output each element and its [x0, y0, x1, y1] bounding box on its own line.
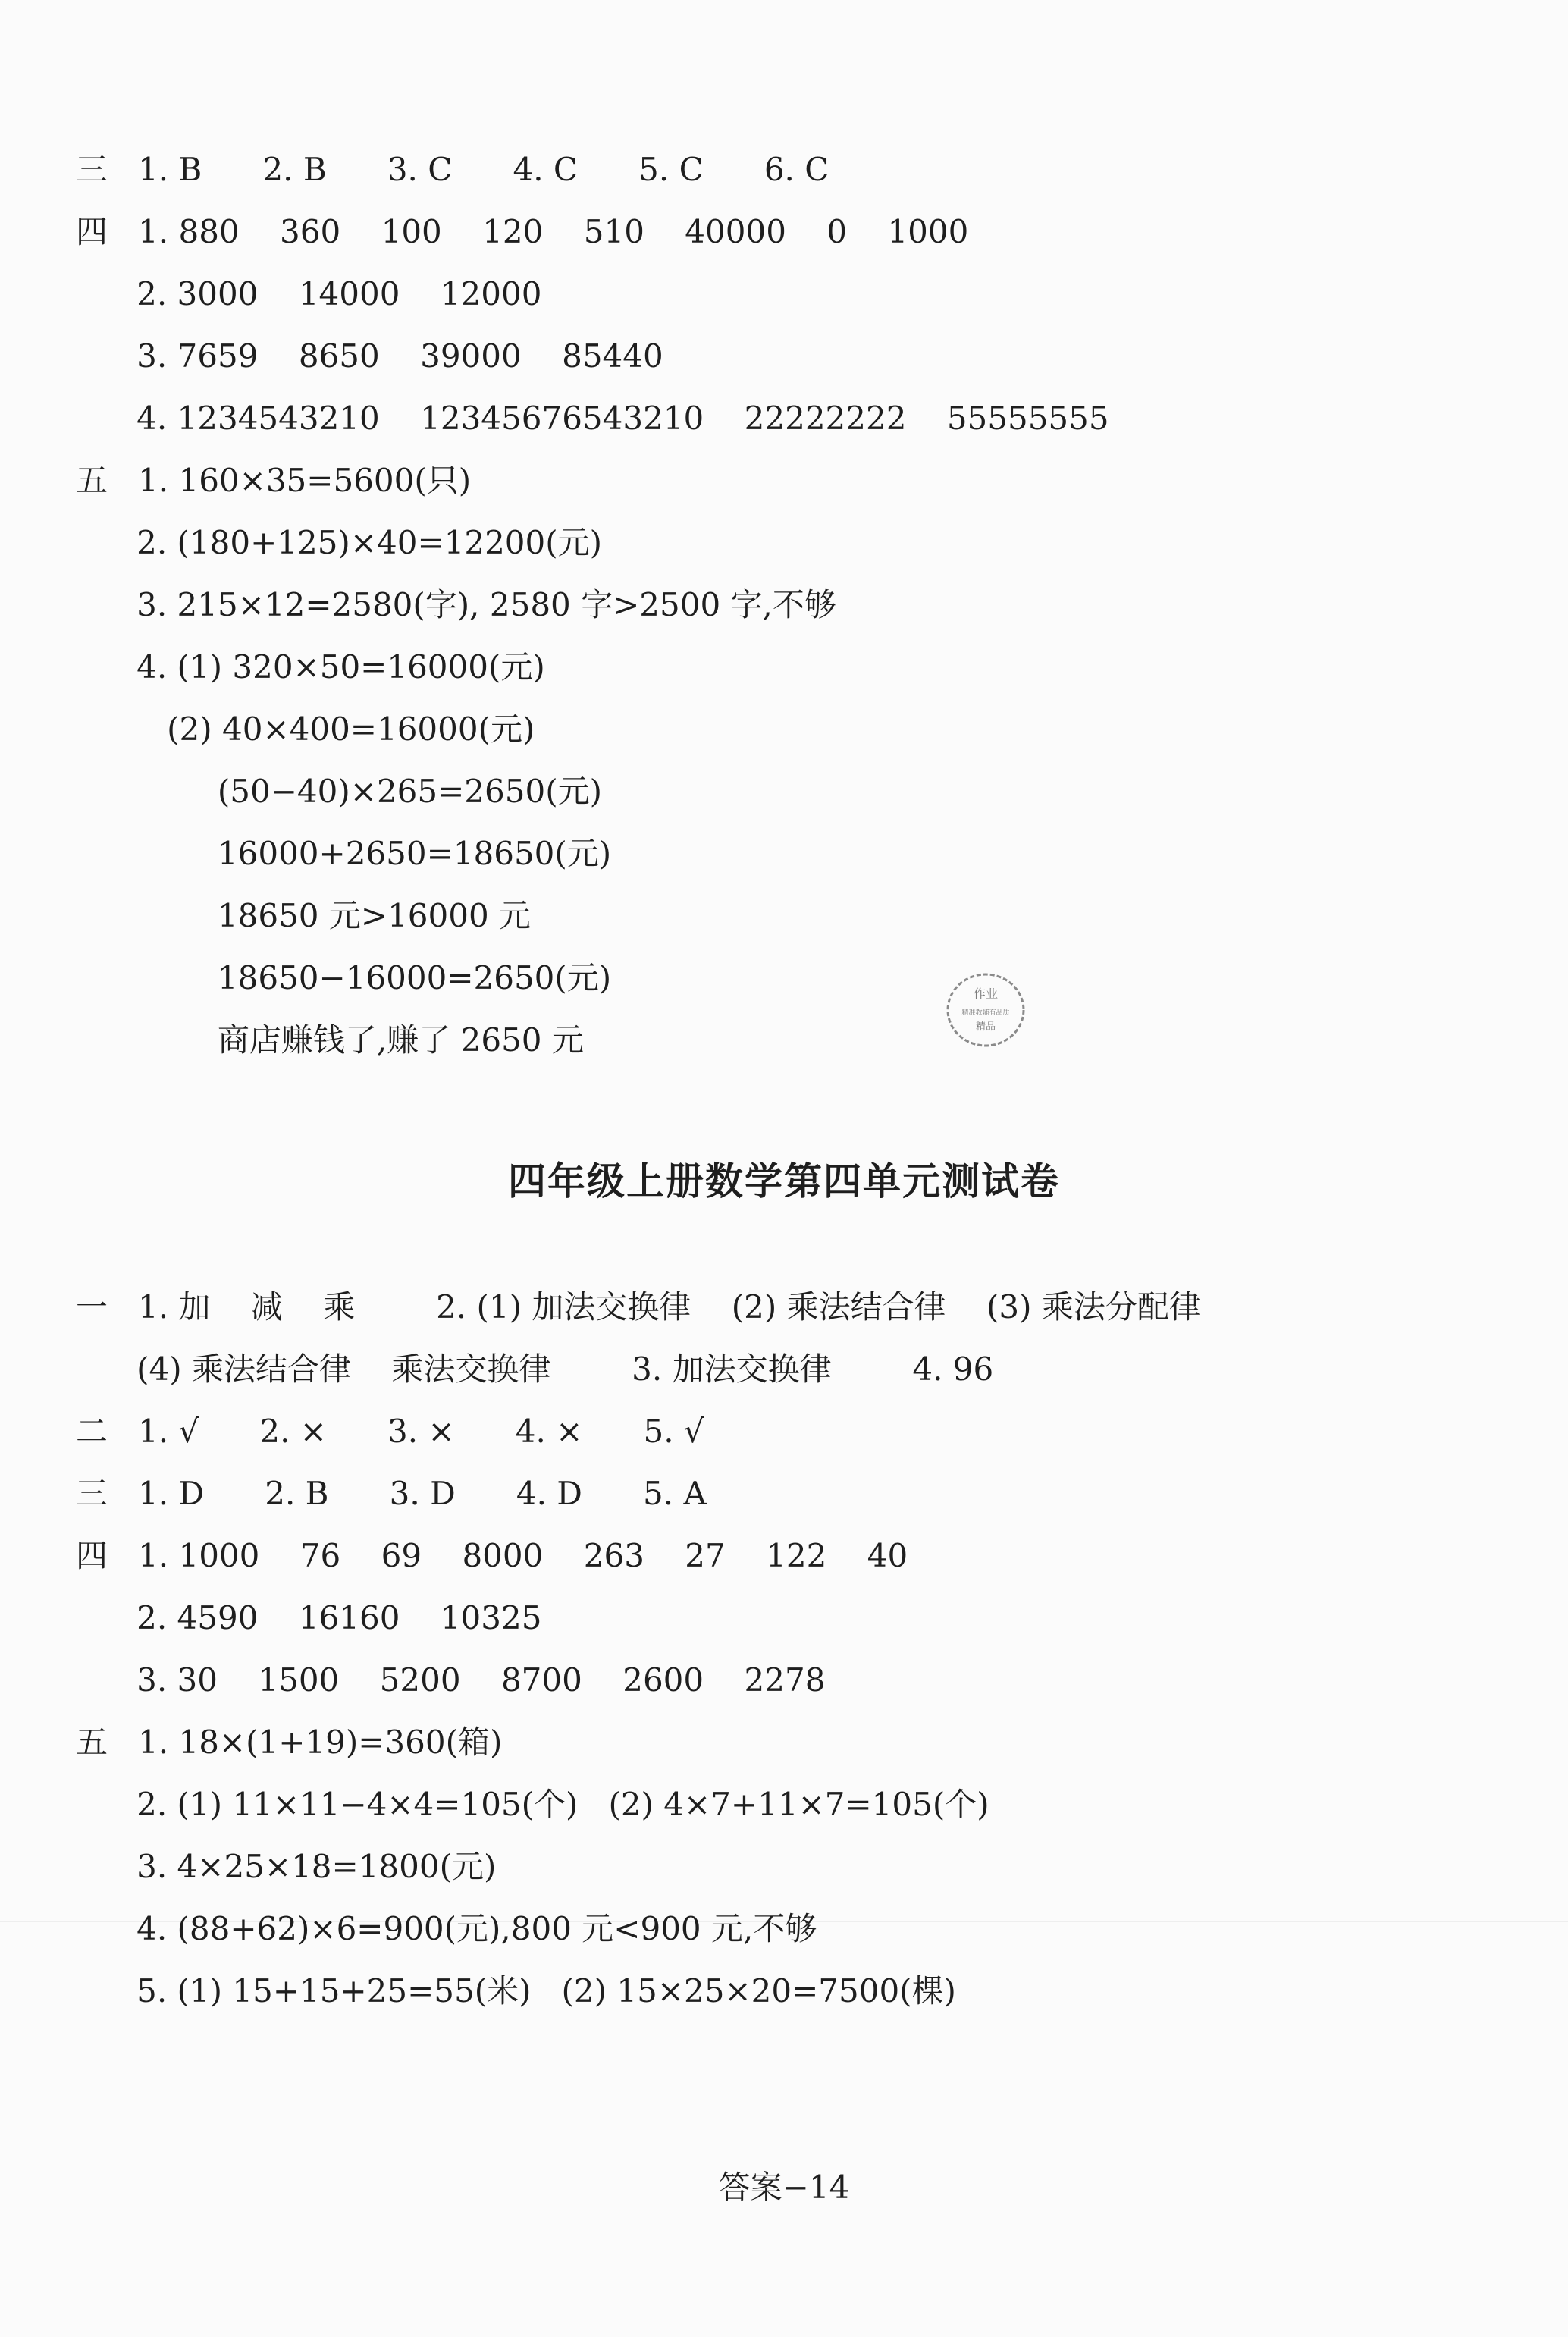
- answer-line: (4) 乘法结合律 乘法交换律 3. 加法交换律 4. 96: [76, 1350, 994, 1388]
- answer-line: 4. (1) 320×50=16000(元): [76, 648, 545, 685]
- section-title: 四年级上册数学第四单元测试卷: [508, 1159, 1060, 1203]
- page-number: 答案−14: [718, 2169, 850, 2206]
- answer-line: 16000+2650=18650(元): [76, 835, 612, 872]
- stamp-bottom-text: 精品: [975, 1021, 996, 1033]
- answer-line: 4. (88+62)×6=900(元),800 元<900 元,不够: [76, 1910, 817, 1947]
- answer-line: 三 1. B 2. B 3. C 4. C 5. C 6. C: [76, 151, 829, 188]
- stamp-top-text: 作业: [973, 987, 999, 1001]
- answer-line: 3. 7659 8650 39000 85440: [76, 337, 663, 375]
- stamp-icon: [944, 969, 1027, 1051]
- answer-line: 18650−16000=2650(元): [76, 959, 612, 996]
- answer-line: 3. 215×12=2580(字), 2580 字>2500 字,不够: [76, 586, 836, 623]
- stamp-middle-text: 精准教辅有品质: [961, 1009, 1010, 1017]
- answer-line: 五 1. 18×(1+19)=360(箱): [76, 1724, 503, 1761]
- answer-line: 3. 30 1500 5200 8700 2600 2278: [76, 1661, 826, 1699]
- answer-line: (2) 40×400=16000(元): [76, 711, 535, 748]
- answer-line: 五 1. 160×35=5600(只): [76, 462, 472, 499]
- answer-line: 2. (1) 11×11−4×4=105(个) (2) 4×7+11×7=105(个): [76, 1786, 989, 1823]
- answer-line: 3. 4×25×18=1800(元): [76, 1848, 497, 1885]
- answer-line: 一 1. 加 减 乘 2. (1) 加法交换律 (2) 乘法结合律 (3) 乘法分配律: [76, 1288, 1201, 1325]
- answer-line: 5. (1) 15+15+25=55(米) (2) 15×25×20=7500(棵): [76, 1972, 956, 2009]
- answer-line: 二 1. √ 2. × 3. × 4. × 5. √: [76, 1413, 704, 1450]
- answer-line: 三 1. D 2. B 3. D 4. D 5. A: [76, 1475, 707, 1512]
- answer-line: 2. 4590 16160 10325: [76, 1599, 542, 1636]
- answer-line: 2. (180+125)×40=12200(元): [76, 524, 603, 561]
- answer-line: 4. 1234543210 12345676543210 22222222 55555555: [76, 400, 1109, 437]
- answer-line: 商店赚钱了,赚了 2650 元: [76, 1021, 584, 1059]
- answer-line: 18650 元>16000 元: [76, 897, 532, 934]
- answer-line: 四 1. 880 360 100 120 510 40000 0 1000: [76, 213, 969, 250]
- publisher-stamp: [944, 969, 1027, 1051]
- answer-line: 2. 3000 14000 12000: [76, 275, 542, 312]
- answer-line: (50−40)×265=2650(元): [76, 773, 602, 810]
- answer-line: 四 1. 1000 76 69 8000 263 27 122 40: [76, 1537, 908, 1574]
